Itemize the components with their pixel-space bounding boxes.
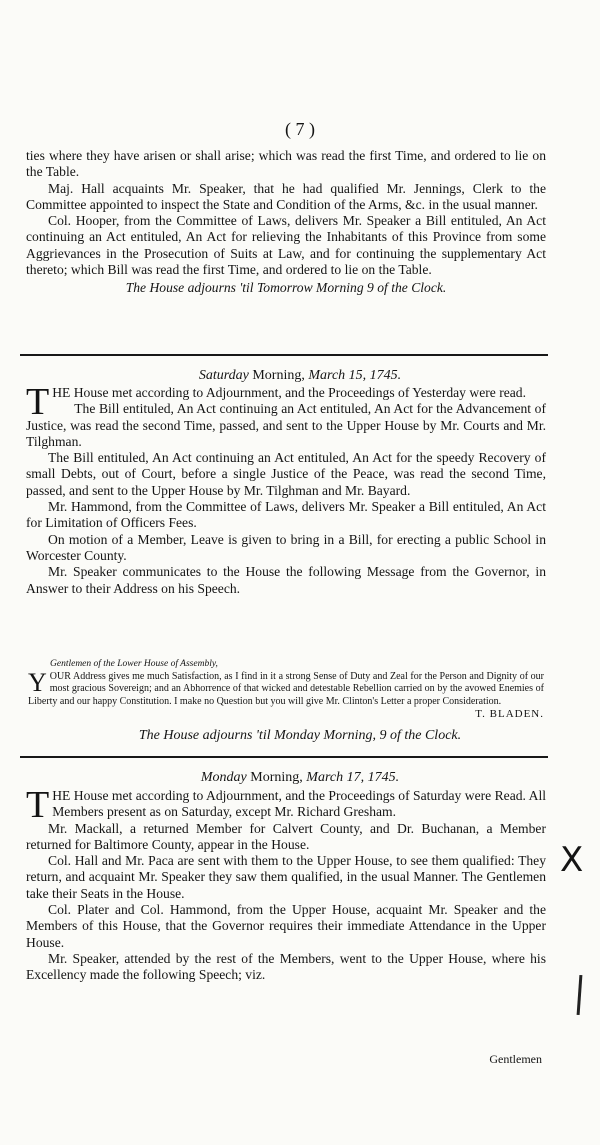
section-divider bbox=[20, 354, 548, 356]
drop-cap: T bbox=[26, 784, 50, 826]
paragraph: Col. Plater and Col. Hammond, from the Upper House, acquaint Mr. Speaker and the Members of this House, that the Governor requires their immediate Attendance in the Upper House. bbox=[26, 902, 546, 950]
paragraph: The Bill entituled, An Act continuing an Act entituled, An Act for the speedy Recovery of small Debts, out of Court, before a single Justice of the Peace, was read the second Time, passed, and sent to the Upper House by Mr. Tilghman and Mr. Bayard. bbox=[26, 450, 546, 498]
paragraph: ties where they have arisen or shall arise; which was read the first Time, and ordered to lie on the Table. bbox=[26, 148, 546, 180]
paragraph: On motion of a Member, Leave is given to bring in a Bill, for erecting a public School in Worcester County. bbox=[26, 531, 546, 563]
heading-date: March 15, 1745. bbox=[308, 368, 402, 383]
heading-day: Monday bbox=[200, 770, 247, 785]
adjournment-note: The House adjourns 'til Tomorrow Morning 9 of the Clock. bbox=[125, 280, 447, 296]
paragraph: Mr. Mackall, a returned Member for Calvert County, and Dr. Buchanan, a Member returned for Baltimore County, appear in the House. bbox=[26, 820, 546, 852]
paragraph: Mr. Hammond, from the Committee of Laws, delivers Mr. Speaker a Bill entituled, An Act for Limitation of Officers Fees. bbox=[26, 499, 546, 531]
drop-cap: Y bbox=[28, 667, 47, 697]
catchword: Gentlemen bbox=[489, 1052, 542, 1066]
heading-rest: Morning, bbox=[252, 368, 305, 383]
margin-stroke-mark bbox=[577, 975, 583, 1015]
heading-rest: Morning, bbox=[250, 770, 303, 785]
governor-message bbox=[28, 658, 544, 721]
message-text: OUR Address gives me much Satisfaction, as I find in it a strong Sense of Duty and Zeal for the Person and Dignity of our most gracious Sovereign; and an Abhorrence of that wicked and detestable Rebellion carried on by the avowed Enemies of Liberty and our happy Constitution. I make no Question but you will give Mr. Clinton's Letter a proper Consideration. bbox=[28, 670, 544, 707]
paragraph-text: HE House met according to Adjournment, and the Proceedings of Saturday were Read. All Members present as on Saturday, except Mr. Richard Gresham. bbox=[52, 788, 546, 820]
paragraph: Maj. Hall acquaints Mr. Speaker, that he had qualified Mr. Jennings, Clerk to the Committee appointed to inspect the State and Condition of the Arms, &c. in the usual manner. bbox=[26, 180, 546, 212]
saturday-heading bbox=[0, 368, 600, 384]
margin-x-mark: X bbox=[560, 840, 584, 880]
salutation: Gentlemen of the Lower House of Assembly, bbox=[50, 659, 218, 669]
monday-heading bbox=[0, 770, 600, 786]
page-number: ( 7 ) bbox=[285, 119, 315, 139]
monday-proceedings bbox=[26, 784, 546, 984]
paragraph-text: HE House met according to Adjournment, and the Proceedings of Yesterday were read. bbox=[52, 385, 526, 400]
paragraph: Col. Hall and Mr. Paca are sent with them to the Upper House, to see them qualified: They return, and acquaint Mr. Speaker they saw them qualified, in the usual Manner. The Gentlemen take their Seats in the House. bbox=[26, 853, 546, 901]
saturday-proceedings bbox=[26, 381, 546, 597]
heading-day: Saturday bbox=[198, 368, 249, 383]
section-divider bbox=[20, 756, 548, 758]
adjournment-note: The House adjourns 'til Monday Morning, 9 of the Clock. bbox=[138, 728, 462, 743]
heading-date: March 17, 1745. bbox=[306, 770, 400, 785]
paragraph bbox=[26, 784, 546, 826]
paragraph: The Bill entituled, An Act continuing an Act entituled, An Act for the Advancement of Justice, was read the second Time, passed, and sent to the Upper House by Mr. Courts and Mr. Tilghman. bbox=[26, 401, 546, 449]
continued-proceedings bbox=[26, 148, 546, 297]
drop-cap: T bbox=[26, 381, 50, 423]
signature: T. BLADEN. bbox=[475, 708, 544, 720]
paragraph: Col. Hooper, from the Committee of Laws, delivers Mr. Speaker a Bill entituled, An Act continuing an Act entituled, An Act for relieving the Inhabitants of this Province from some Aggrievances in the Prosecution of Suits at Law, and for continuing the supplementary Act thereto; which Bill was read the first Time, and ordered to lie on the Table. bbox=[26, 213, 546, 278]
paragraph: Mr. Speaker, attended by the rest of the Members, went to the Upper House, where his Excellency made the following Speech; viz. bbox=[26, 950, 546, 983]
paragraph bbox=[26, 381, 546, 423]
paragraph: Mr. Speaker communicates to the House the following Message from the Governor, in Answer to their Address on his Speech. bbox=[26, 564, 546, 596]
